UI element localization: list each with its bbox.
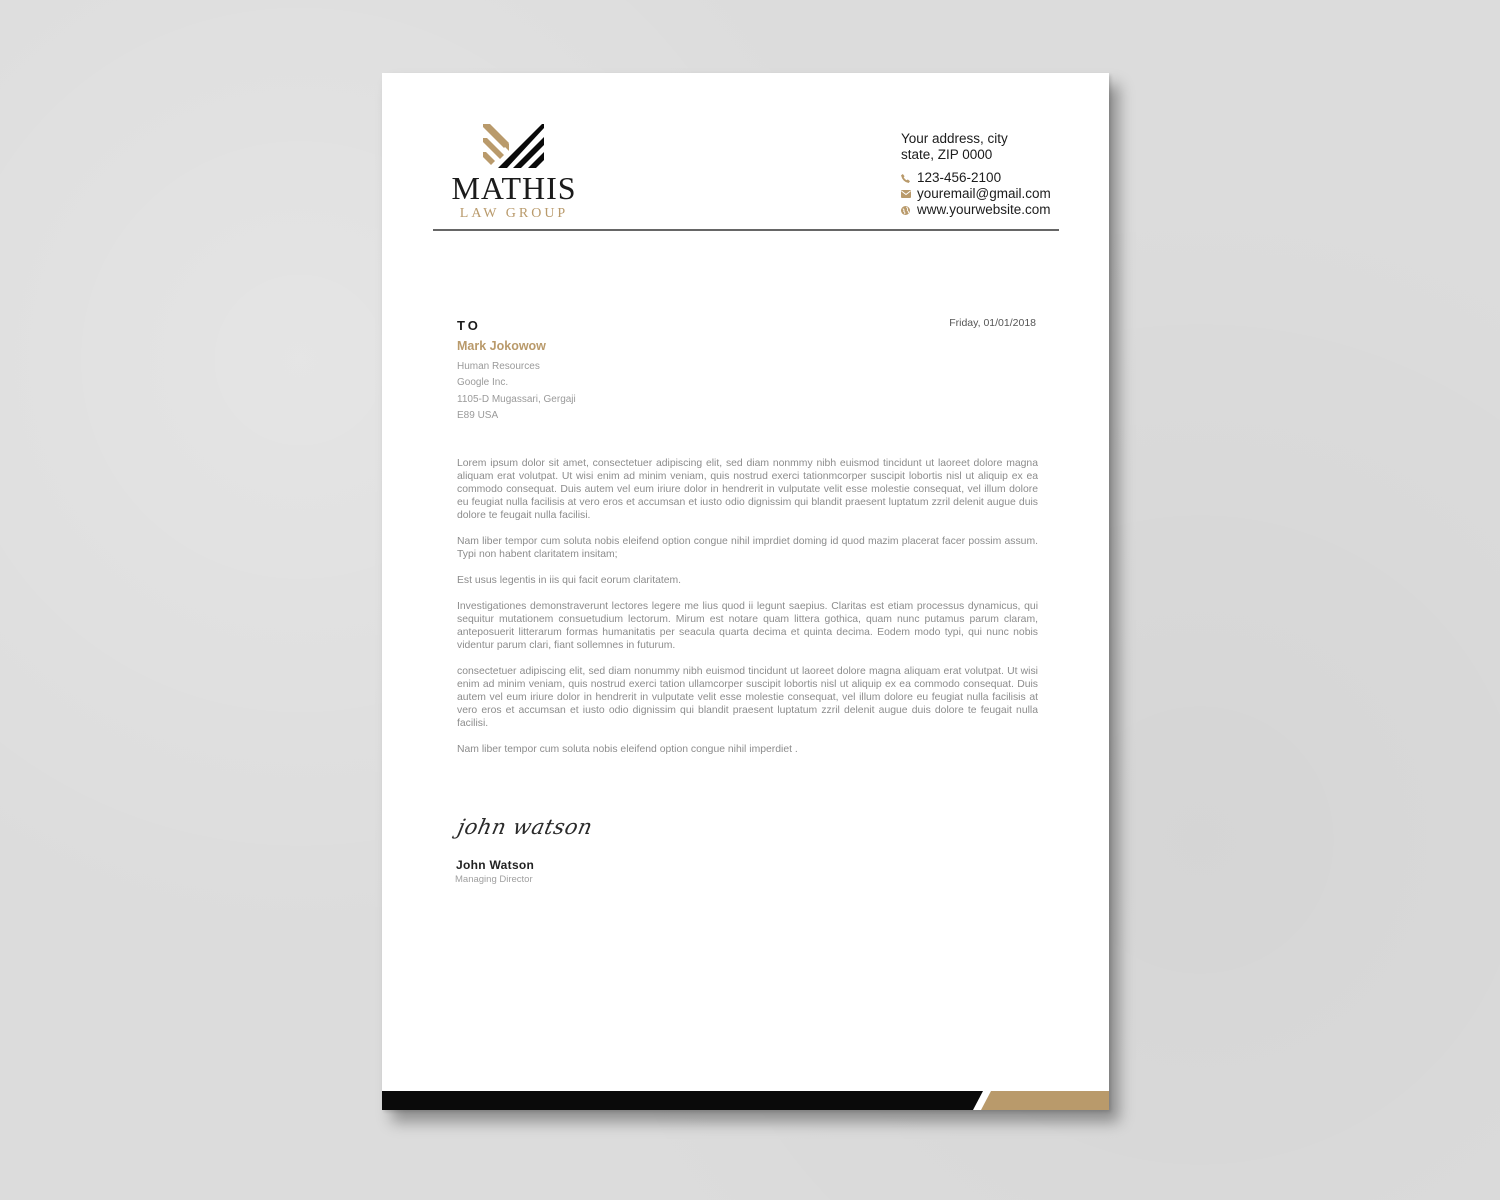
footer-band — [382, 1091, 1109, 1110]
m-chevron-logo-icon — [483, 124, 545, 168]
globe-icon — [901, 202, 917, 218]
phone-number: 123-456-2100 — [917, 170, 1002, 185]
body-paragraph: consectetuer adipiscing elit, sed diam nonummy nibh euismod tincidunt ut laoreet dolore magna aliquam erat volutpat. Ut wisi enim ad minim veniam, quis nostrud exerci tation ullamcorper suscipit lobortis nisl ut aliquip ex ea commodo consequat. Duis autem vel eum iriure dolor in hendrerit in vulputate velit esse molestie consequat, vel illum dolore eu feugiat nulla facilisis at vero eros et accumsan et iusto odio dignissim qui blandit praesent luptatum zzril delenit augue duis dolore te feugait nulla facilisi. — [457, 666, 1038, 729]
company-name: MATHIS — [451, 170, 577, 206]
recipient-department: Human Resources — [457, 361, 540, 372]
address-line-2: state, ZIP 0000 — [901, 147, 993, 162]
body-paragraph: Lorem ipsum dolor sit amet, consectetuer adipiscing elit, sed diam nonmmy nibh euismod tincidunt ut laoreet dolore magna aliquam erat volutpat. Ut wisi enim ad minim veniam, quis nostrud exerci tationmcorper suscipit lobortis nisl ut aliquip ex ea commodo consequat. Duis autem vel eum iriure dolor in hendrerit in vulputate velit esse molestie consequat, vel illum dolore eu feugiat nulla facilisis at vero eros et accumsan et iusto odio dignissim qui blandit praesent luptatum zzril delenit augue duis dolore te feugait nulla facilisi. — [457, 458, 1038, 521]
body-paragraph: Nam liber tempor cum soluta nobis eleifend option congue nihil imperdiet . — [457, 744, 798, 755]
signer-name: John Watson — [456, 858, 535, 872]
body-paragraph: Nam liber tempor cum soluta nobis eleifend option congue nihil imprdiet doming id quod mazim placerat facer possim assum. Typi non habent claritatem insitam; — [457, 536, 1038, 560]
recipient-name: Mark Jokowow — [457, 339, 546, 353]
recipient-street: 1105-D Mugassari, Gergaji — [457, 393, 576, 405]
company-logo — [448, 124, 580, 224]
contact-phone — [901, 170, 1051, 186]
website-url: www.yourwebsite.com — [917, 202, 1051, 217]
body-paragraph: Est usus legentis in iis qui facit eorum claritatem. — [457, 575, 682, 586]
handwritten-signature: john watson — [455, 815, 595, 839]
letter-date: Friday, 01/01/2018 — [949, 317, 1036, 329]
header-divider — [433, 229, 1059, 231]
to-label: TO — [457, 318, 481, 333]
address-line-1: Your address, city — [901, 131, 1008, 146]
contact-email — [901, 186, 1051, 202]
recipient-region: E89 USA — [457, 409, 499, 421]
letterhead-page — [382, 73, 1109, 1110]
company-subtitle: LAW GROUP — [459, 206, 569, 221]
recipient-address — [457, 359, 576, 424]
recipient-company: Google Inc. — [457, 377, 509, 389]
email-address: youremail@gmail.com — [917, 186, 1051, 201]
envelope-icon — [901, 186, 917, 202]
phone-icon — [901, 170, 917, 186]
signer-title: Managing Director — [455, 874, 533, 885]
contact-website — [901, 202, 1051, 218]
body-paragraph: Investigationes demonstraverunt lectores legere me lius quod ii legunt saepius. Claritas est etiam processus dynamicus, qui sequitur mutationem consuetudium lectorum. Mirum est notare quam littera gothica, quam nunc putamus parum claram, anteposuerit litterarum formas humanitatis per seacula quarta decima et quinta decima. Eodem modo typi, qui nunc nobis videntur parum clari, fiant sollemnes in futurum. — [457, 601, 1038, 651]
letter-body — [457, 457, 1038, 769]
contact-block — [901, 131, 1051, 218]
